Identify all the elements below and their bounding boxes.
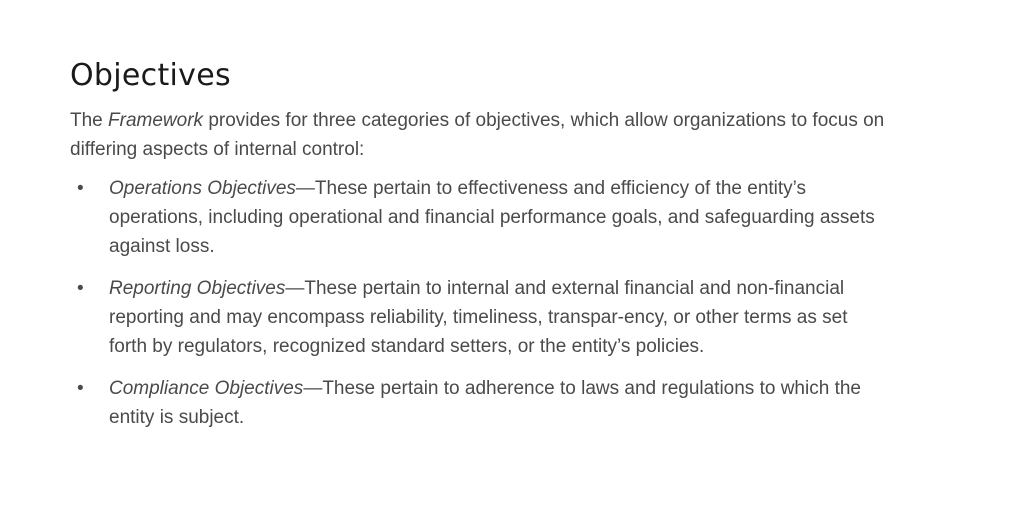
compliance-objectives-text: —These pertain to adherence to laws and regulations to which the entity is subject. xyxy=(109,378,861,428)
reporting-objectives-text: —These pertain to internal and external financial and non-financial reporting and may encompass reliability, timeliness, transpar-ency, or other terms as set forth by regulators, recognized standard setters, or the entity’s policies. xyxy=(109,278,848,357)
bullet-icon: • xyxy=(77,278,84,299)
list-item xyxy=(70,274,889,361)
intro-text: provides for three categories of objectives, which allow organizations to focus on differing aspects of internal control: xyxy=(70,110,885,160)
operations-objectives-text: —These pertain to effectiveness and efficiency of the entity’s operations, including operational and financial performance goals, and safeguarding assets against loss. xyxy=(109,178,875,257)
bullet-icon: • xyxy=(77,378,84,399)
operations-objectives-term: Operations Objectives xyxy=(109,178,296,199)
list-item xyxy=(70,374,879,432)
reporting-objectives-term: Reporting Objectives xyxy=(109,278,286,299)
document-page xyxy=(70,56,910,445)
section-title: Objectives xyxy=(70,58,231,93)
list-item xyxy=(70,174,879,261)
bullet-icon: • xyxy=(77,178,84,199)
compliance-objectives-term: Compliance Objectives xyxy=(109,378,304,399)
intro-paragraph xyxy=(70,106,900,164)
intro-prefix: The xyxy=(70,110,109,131)
objectives-list xyxy=(70,174,910,432)
framework-term: Framework xyxy=(108,110,204,131)
